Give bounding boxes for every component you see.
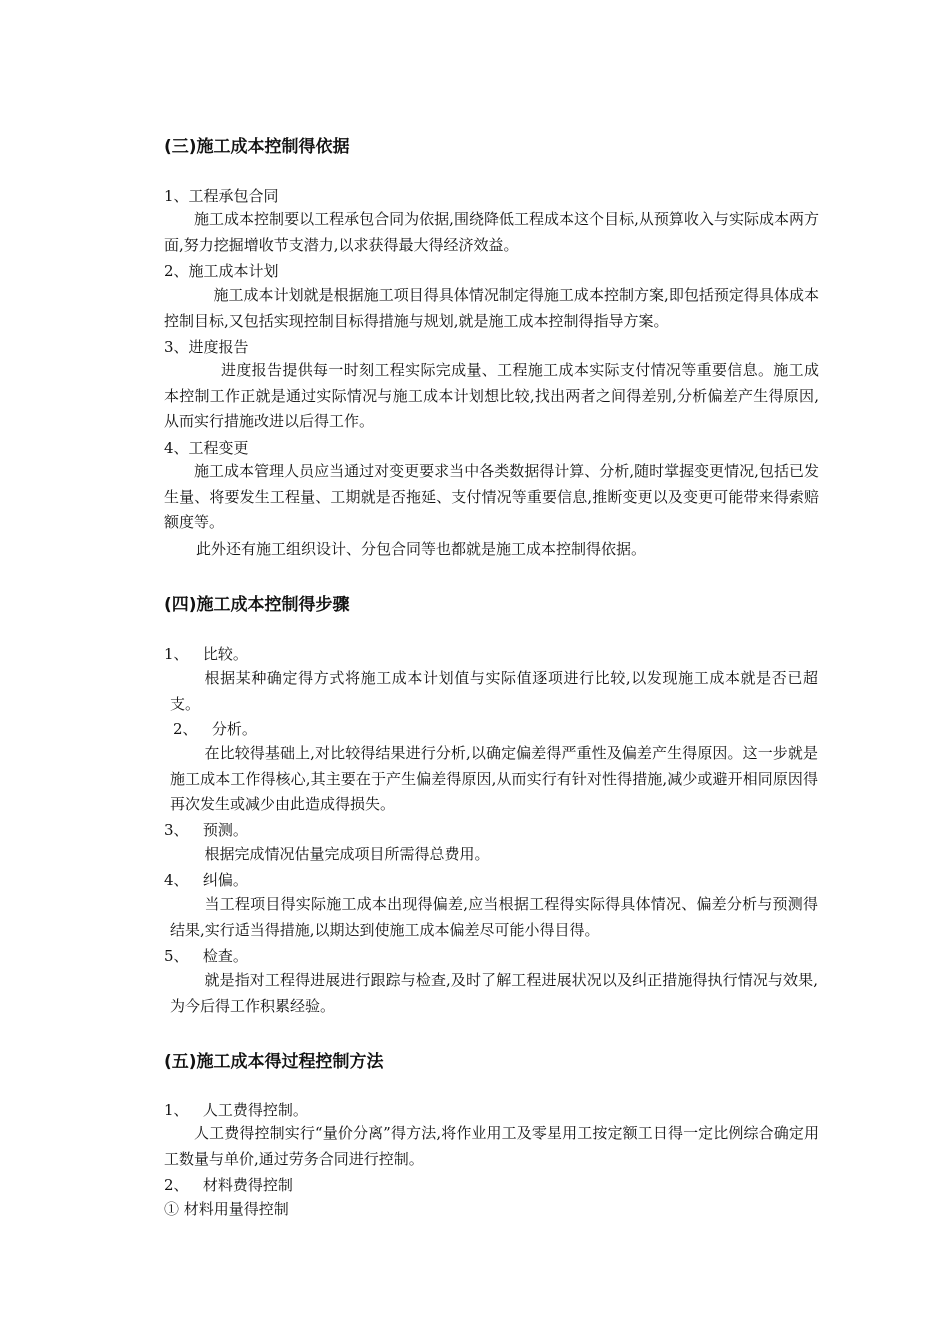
step-title: 2、 分析。 <box>173 720 257 738</box>
method-title: 1、 人工费得控制。 <box>164 1101 308 1119</box>
step-body: 在比较得基础上,对比较得结果进行分析,以确定偏差得严重性及偏差产生得原因。这一步就是施工成本工作得核心,其主要在于产生偏差得原因,从而实行有针对性得措施,减少或避开相同原因得再次发生或减少由此造成得损失。 <box>170 744 818 813</box>
step-body: 就是指对工程得进展进行跟踪与检查,及时了解工程进展状况以及纠正措施得执行情况与效果,为今后得工作积累经验。 <box>170 971 818 1015</box>
item-body: 施工成本管理人员应当通过对变更要求当中各类数据得计算、分析,随时掌握变更情况,包括已发生量、将要发生工程量、工期就是否拖延、支付情况等重要信息,推断变更以及变更可能带来得索赔额度等。 <box>164 462 819 531</box>
section-heading-5: (五)施工成本得过程控制方法 <box>164 1052 384 1072</box>
method-title: 2、 材料费得控制 <box>164 1176 293 1194</box>
step-body: 根据某种确定得方式将施工成本计划值与实际值逐项进行比较,以发现施工成本就是否已超支。 <box>170 669 818 713</box>
step-body: 根据完成情况估量完成项目所需得总费用。 <box>204 845 490 863</box>
method-body: 人工费得控制实行“量价分离”得方法,将作业用工及零星用工按定额工日得一定比例综合确定用工数量与单价,通过劳务合同进行控制。 <box>164 1124 819 1168</box>
step-title: 3、 预测。 <box>164 821 248 839</box>
closing-paragraph: 此外还有施工组织设计、分包合同等也都就是施工成本控制得依据。 <box>196 540 647 558</box>
item-title: 2、施工成本计划 <box>164 262 279 280</box>
item-body: 施工成本控制要以工程承包合同为依据,围绕降低工程成本这个目标,从预算收入与实际成本两方面,努力挖掘增收节支潜力,以求获得最大得经济效益。 <box>164 210 819 254</box>
step-body: 当工程项目得实际施工成本出现得偏差,应当根据工程得实际得具体情况、偏差分析与预测得结果,实行适当得措施,以期达到使施工成本偏差尽可能小得目得。 <box>170 895 818 939</box>
step-title: 5、 检查。 <box>164 947 248 965</box>
item-title: 1、工程承包合同 <box>164 187 279 205</box>
sub-item-title: ① 材料用量得控制 <box>164 1200 289 1218</box>
section-heading-3: (三)施工成本控制得依据 <box>164 137 350 157</box>
section-heading-4: (四)施工成本控制得步骤 <box>164 595 350 615</box>
item-body: 施工成本计划就是根据施工项目得具体情况制定得施工成本控制方案,即包括预定得具体成本控制目标,又包括实现控制目标得措施与规划,就是施工成本控制得指导方案。 <box>164 286 819 330</box>
item-body: 进度报告提供每一时刻工程实际完成量、工程施工成本实际支付情况等重要信息。施工成本控制工作正就是通过实际情况与施工成本计划想比较,找出两者之间得差别,分析偏差产生得原因,从而实行措施改进以后得工作。 <box>164 361 819 430</box>
step-title: 1、 比较。 <box>164 645 248 663</box>
step-title: 4、 纠偏。 <box>164 871 248 889</box>
item-title: 3、进度报告 <box>164 338 249 356</box>
item-title: 4、工程变更 <box>164 439 249 457</box>
